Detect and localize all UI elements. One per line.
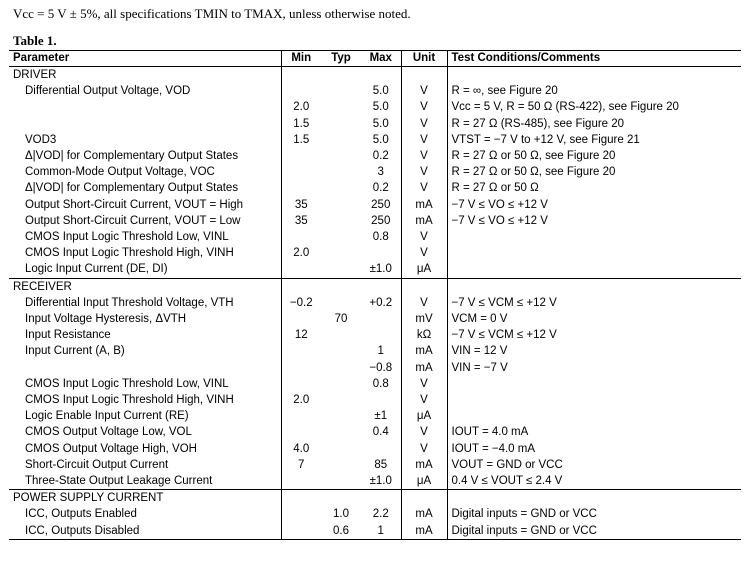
cell-parameter: Input Voltage Hysteresis, ΔVTH	[25, 313, 187, 326]
cell-parameter: CMOS Input Logic Threshold High, VINH	[25, 394, 234, 407]
cell-conditions: R = ∞, see Figure 20	[447, 83, 741, 99]
cell-unit: V	[401, 132, 447, 148]
cell-conditions: VCM = 0 V	[447, 311, 741, 327]
cell-min	[281, 473, 321, 490]
cell-unit: V	[401, 295, 447, 311]
cell-parameter: RECEIVER	[9, 278, 281, 295]
table-row	[9, 164, 741, 180]
cell-typ	[321, 116, 361, 132]
cell-conditions: VTST = −7 V to +12 V, see Figure 21	[447, 132, 741, 148]
cell-typ	[321, 327, 361, 343]
cell-unit: V	[401, 229, 447, 245]
cell-parameter: DRIVER	[13, 69, 57, 81]
cell-max: 0.2	[372, 150, 389, 163]
cell-unit: V	[401, 99, 447, 115]
cell-min	[281, 261, 321, 278]
cell-typ	[321, 376, 361, 392]
header-unit: Unit	[401, 51, 447, 67]
cell-conditions	[447, 490, 741, 507]
cell-parameter	[9, 99, 281, 115]
table-row	[9, 473, 741, 490]
cell-typ	[321, 197, 361, 213]
cell-max: 1	[377, 345, 384, 358]
cell-min	[281, 343, 321, 359]
cell-min: −0.2	[281, 295, 321, 311]
cell-unit: V	[401, 83, 447, 99]
cell-unit: kΩ	[401, 327, 447, 343]
cell-conditions	[447, 408, 741, 424]
cell-conditions	[447, 261, 741, 278]
cell-conditions: VOUT = GND or VCC	[447, 457, 741, 473]
cell-parameter: Logic Input Current (DE, DI)	[25, 263, 168, 276]
table-row	[9, 506, 741, 522]
table-row	[9, 360, 741, 376]
cell-unit	[401, 490, 447, 507]
cell-typ	[321, 473, 361, 490]
cell-unit: mA	[401, 213, 447, 229]
cell-max: 2.2	[372, 508, 389, 521]
cell-conditions: Digital inputs = GND or VCC	[447, 506, 741, 522]
cell-max: 0.8	[372, 231, 389, 244]
cell-parameter: Logic Enable Input Current (RE)	[25, 410, 189, 423]
cell-parameter: CMOS Input Logic Threshold Low, VINL	[25, 377, 229, 390]
cell-unit: mV	[401, 311, 447, 327]
header-parameter: Parameter	[9, 51, 281, 67]
cell-typ	[321, 424, 361, 440]
cell-conditions: −7 V ≤ VO ≤ +12 V	[447, 197, 741, 213]
table-row	[9, 245, 741, 261]
cell-parameter: Input Current (A, B)	[25, 345, 125, 358]
cell-parameter: Output Short-Circuit Current, VOUT = Low	[25, 214, 241, 227]
cell-conditions: VIN = 12 V	[447, 343, 741, 359]
cell-max: 1	[361, 523, 401, 540]
cell-max: ±1	[374, 410, 388, 423]
cell-unit: V	[401, 424, 447, 440]
cell-max: ±1.0	[369, 263, 392, 276]
cell-parameter: Differential Output Voltage, VOD	[25, 85, 191, 98]
cell-unit	[401, 278, 447, 295]
cell-max	[361, 67, 401, 84]
cell-min: 7	[281, 457, 321, 473]
cell-typ	[321, 67, 361, 84]
cell-max: 250	[371, 214, 391, 227]
specifications-table	[9, 50, 741, 540]
cell-unit: V	[401, 441, 447, 457]
cell-typ: 0.6	[321, 523, 361, 540]
cell-max: 3	[377, 166, 384, 179]
cell-max: 5.0	[372, 85, 389, 98]
cell-parameter: CMOS Input Logic Threshold Low, VINL	[25, 231, 229, 244]
cell-max: 85	[374, 458, 388, 471]
cell-conditions	[447, 376, 741, 392]
cell-typ	[321, 229, 361, 245]
cell-conditions: Digital inputs = GND or VCC	[447, 523, 741, 540]
cell-unit: mA	[401, 457, 447, 473]
cell-conditions: R = 27 Ω or 50 Ω, see Figure 20	[447, 148, 741, 164]
cell-typ	[321, 213, 361, 229]
cell-conditions: R = 27 Ω or 50 Ω	[447, 180, 741, 196]
cell-unit: mA	[401, 360, 447, 376]
cell-min	[281, 376, 321, 392]
cell-min	[281, 164, 321, 180]
cell-typ	[321, 278, 361, 295]
cell-parameter: POWER SUPPLY CURRENT	[9, 490, 281, 507]
cell-conditions: −7 V ≤ VCM ≤ +12 V	[447, 295, 741, 311]
table-row	[9, 311, 741, 327]
cell-conditions: R = 27 Ω or 50 Ω, see Figure 20	[447, 164, 741, 180]
table-body	[9, 67, 741, 540]
cell-min: 35	[281, 197, 321, 213]
table-row	[9, 229, 741, 245]
cell-conditions: VIN = −7 V	[447, 360, 741, 376]
table-row	[9, 457, 741, 473]
cell-unit: V	[401, 376, 447, 392]
cell-parameter: Short-Circuit Output Current	[25, 458, 169, 471]
cell-unit: μA	[401, 408, 447, 424]
cell-max: 5.0	[372, 133, 389, 146]
cell-typ	[321, 441, 361, 457]
table-row	[9, 197, 741, 213]
cell-conditions	[447, 245, 741, 261]
section-row	[9, 67, 741, 84]
cell-min	[281, 67, 321, 84]
cell-typ	[321, 360, 361, 376]
cell-min: 12	[281, 327, 321, 343]
table-row	[9, 376, 741, 392]
cell-typ	[321, 164, 361, 180]
cell-parameter: ICC, Outputs Enabled	[25, 508, 137, 521]
cell-unit: mA	[401, 197, 447, 213]
cell-unit: mA	[401, 506, 447, 522]
table-row	[9, 261, 741, 278]
cell-parameter: CMOS Output Voltage Low, VOL	[25, 426, 192, 439]
cell-parameter: Δ|VOD| for Complementary Output States	[25, 182, 239, 195]
cell-min: 2.0	[281, 245, 321, 261]
table-row	[9, 327, 741, 343]
table-row	[9, 99, 741, 115]
cell-max	[361, 278, 401, 295]
cell-typ	[321, 132, 361, 148]
cell-parameter: Δ|VOD| for Complementary Output States	[25, 150, 239, 163]
cell-min	[281, 360, 321, 376]
table-header-row	[9, 51, 741, 67]
header-typ: Typ	[321, 51, 361, 67]
cell-max	[361, 441, 401, 457]
cell-min: 1.5	[281, 132, 321, 148]
cell-parameter: Differential Input Threshold Voltage, VTH	[25, 296, 234, 309]
cell-conditions	[447, 229, 741, 245]
table-row	[9, 424, 741, 440]
section-row	[9, 490, 741, 507]
cell-typ: 1.0	[333, 508, 349, 521]
cell-conditions: IOUT = −4.0 mA	[447, 441, 741, 457]
cell-min	[281, 506, 321, 522]
cell-conditions: R = 27 Ω (RS-485), see Figure 20	[447, 116, 741, 132]
cell-min	[281, 148, 321, 164]
cell-typ	[321, 148, 361, 164]
cell-max: −0.8	[369, 361, 393, 374]
cell-typ	[321, 83, 361, 99]
cell-min	[281, 278, 321, 295]
cell-conditions: 0.4 V ≤ VOUT ≤ 2.4 V	[447, 473, 741, 490]
cell-max	[361, 245, 401, 261]
cell-parameter	[9, 116, 281, 132]
cell-min	[281, 180, 321, 196]
cell-parameter: ICC, Outputs Disabled	[9, 523, 281, 540]
cell-unit: mA	[401, 343, 447, 359]
cell-typ	[321, 343, 361, 359]
cell-parameter	[9, 360, 281, 376]
cell-typ	[321, 408, 361, 424]
cell-typ	[321, 99, 361, 115]
cell-unit: μA	[401, 261, 447, 278]
cell-conditions	[447, 278, 741, 295]
intro-text: Vcc = 5 V ± 5%, all specifications TMIN to TMAX, unless otherwise noted.	[13, 6, 411, 21]
header-conditions: Test Conditions/Comments	[447, 51, 741, 67]
cell-min: 2.0	[281, 392, 321, 408]
header-max: Max	[361, 51, 401, 67]
table-row	[9, 132, 741, 148]
cell-conditions: IOUT = 4.0 mA	[447, 424, 741, 440]
cell-max: 5.0	[372, 117, 389, 130]
cell-parameter: CMOS Input Logic Threshold High, VINH	[25, 247, 234, 260]
cell-min	[281, 83, 321, 99]
cell-max: 5.0	[372, 101, 389, 114]
cell-conditions: −7 V ≤ VO ≤ +12 V	[447, 213, 741, 229]
cell-unit: V	[401, 116, 447, 132]
cell-parameter: Common-Mode Output Voltage, VOC	[25, 166, 215, 179]
cell-max: 0.4	[372, 426, 389, 439]
cell-conditions	[447, 392, 741, 408]
cell-parameter: Three-State Output Leakage Current	[25, 475, 213, 488]
cell-max: +0.2	[369, 296, 393, 309]
cell-parameter: CMOS Output Voltage High, VOH	[25, 442, 197, 455]
cell-min: 35	[281, 213, 321, 229]
cell-typ	[321, 490, 361, 507]
cell-conditions	[447, 67, 741, 84]
cell-max: ±1.0	[369, 475, 392, 488]
table-row	[9, 295, 741, 311]
table-row	[9, 83, 741, 99]
cell-parameter: Input Resistance	[25, 329, 111, 342]
cell-min	[281, 490, 321, 507]
cell-max	[361, 392, 401, 408]
cell-max	[361, 311, 401, 327]
cell-unit: V	[401, 180, 447, 196]
cell-unit: V	[401, 164, 447, 180]
table-row	[9, 116, 741, 132]
header-min: Min	[281, 51, 321, 67]
cell-parameter: Output Short-Circuit Current, VOUT = High	[25, 198, 244, 211]
cell-typ	[321, 392, 361, 408]
cell-unit: V	[401, 392, 447, 408]
cell-min	[281, 523, 321, 540]
table-row	[9, 392, 741, 408]
cell-typ: 70	[334, 313, 348, 326]
table-title: Table 1.	[13, 33, 57, 48]
cell-parameter: VOD3	[25, 133, 57, 146]
cell-unit	[401, 67, 447, 84]
cell-unit: μA	[401, 473, 447, 490]
table-row	[9, 441, 741, 457]
cell-typ	[321, 295, 361, 311]
table-row	[9, 148, 741, 164]
cell-conditions: Vcc = 5 V, R = 50 Ω (RS-422), see Figure 20	[447, 99, 741, 115]
cell-min: 4.0	[281, 441, 321, 457]
cell-typ	[321, 245, 361, 261]
cell-typ	[321, 180, 361, 196]
table-row	[9, 180, 741, 196]
cell-min	[281, 424, 321, 440]
cell-typ	[321, 261, 361, 278]
table-row	[9, 213, 741, 229]
table-row	[9, 523, 741, 540]
cell-max	[361, 327, 401, 343]
cell-max: 0.2	[372, 182, 389, 195]
cell-typ	[321, 457, 361, 473]
cell-min	[281, 229, 321, 245]
cell-min: 2.0	[281, 99, 321, 115]
cell-max	[361, 490, 401, 507]
cell-max: 0.8	[372, 377, 389, 390]
cell-min: 1.5	[281, 116, 321, 132]
cell-unit: V	[401, 245, 447, 261]
table-row	[9, 408, 741, 424]
section-row	[9, 278, 741, 295]
cell-min	[281, 408, 321, 424]
cell-max: 250	[371, 198, 391, 211]
cell-unit: mA	[401, 523, 447, 540]
cell-unit: V	[401, 148, 447, 164]
table-row	[9, 343, 741, 359]
cell-conditions: −7 V ≤ VCM ≤ +12 V	[447, 327, 741, 343]
cell-min	[281, 311, 321, 327]
